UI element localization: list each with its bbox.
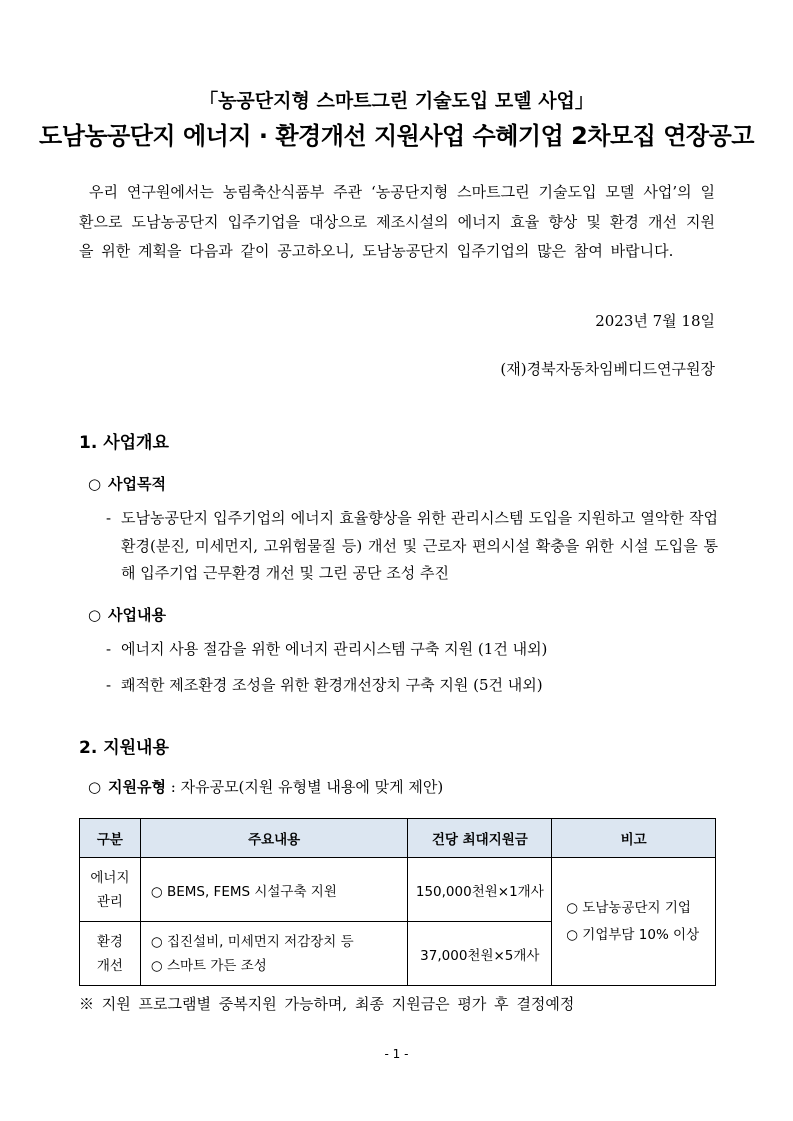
purpose-subheading: [88, 473, 166, 494]
support-table: [79, 818, 716, 986]
issuing-organization: (재)경북자동차임베디드연구원장: [500, 360, 715, 378]
row-content: [140, 922, 408, 986]
page-number: - 1 -: [384, 1047, 409, 1061]
support-type-text: 자유공모(지원 유형별 내용에 맞게 제안): [180, 778, 444, 796]
table-row: [80, 858, 716, 922]
content-line: ○ BEMS, FEMS 시설구축 지원: [150, 883, 337, 900]
category-line: 환경: [96, 933, 123, 950]
row-category: [80, 858, 141, 922]
purpose-text: 도남농공단지 입주기업의 에너지 효율향상을 위한 관리시스템 도입을 지원하고 열악한 작업환경(분진, 미세먼지, 고위험물질 등) 개선 및 근로자 편의시설 확충을 위한 시설 도입을 통해 입주기업 근무환경 개선 및 그린 공단 조성 추진: [121, 509, 718, 582]
content-line: ○ 스마트 가든 조성: [150, 957, 267, 974]
intro-text: 우리 연구원에서는 농림축산식품부 주관 ‘농공단지형 스마트그린 기술도입 모델 사업’의 일환으로 도남농공단지 입주기업을 대상으로 제조시설의 에너지 효율 향상 및 환경 개선 지원을 위한 계획을 다음과 같이 공고하오니, 도남농공단지 입주기업의 많은 참여 바랍니다.: [79, 183, 715, 260]
header-max-amount: 건당 최대지원금: [408, 819, 552, 858]
content-item-2: [106, 672, 718, 700]
row-category: [80, 922, 141, 986]
content-label: 사업내용: [108, 606, 166, 624]
document-title: 도남농공단지 에너지 · 환경개선 지원사업 수혜기업 2차모집 연장공고: [39, 122, 754, 150]
footnote: ※ 지원 프로그램별 중복지원 가능하며, 최종 지원금은 평가 후 결정예정: [79, 995, 575, 1013]
announcement-date: 2023년 7월 18일: [595, 312, 715, 330]
bullet-circle-icon: ○: [88, 606, 102, 624]
content-line: ○ 집진설비, 미세먼지 저감장치 등: [150, 933, 354, 950]
header-content: 주요내용: [140, 819, 408, 858]
content-item-1: [106, 636, 718, 664]
content-item-text: 에너지 사용 절감을 위한 에너지 관리시스템 구축 지원 (1건 내외): [121, 640, 548, 658]
section-1-heading: 1. 사업개요: [79, 433, 169, 453]
row-content: [140, 858, 408, 922]
row-amount: 150,000천원×1개사: [408, 858, 552, 922]
support-type-line: [88, 776, 443, 797]
support-type-label: 지원유형: [108, 778, 166, 796]
content-subheading: [88, 604, 166, 625]
remarks-line: ○ 도남농공단지 기업: [566, 899, 691, 916]
content-item-text: 쾌적한 제조환경 조성을 위한 환경개선장치 구축 지원 (5건 내외): [121, 676, 543, 694]
purpose-label: 사업목적: [108, 475, 166, 493]
intro-paragraph: [79, 178, 715, 267]
dash-marker: -: [106, 676, 112, 694]
remarks-line: ○ 기업부담 10% 이상: [566, 926, 700, 943]
category-line: 개선: [96, 957, 123, 974]
header-category: 구분: [80, 819, 141, 858]
purpose-item: [106, 505, 718, 588]
table-header-row: [80, 819, 716, 858]
dash-marker: -: [106, 509, 112, 527]
support-type-separator: :: [170, 778, 176, 796]
dash-marker: -: [106, 640, 112, 658]
category-line: 관리: [96, 893, 123, 910]
header-remarks: 비고: [552, 819, 716, 858]
remarks-cell: [552, 858, 716, 986]
bullet-circle-icon: ○: [88, 475, 102, 493]
title-line-1: 「농공단지형 스마트그린 기술도입 모델 사업」: [199, 90, 594, 112]
category-line: 에너지: [90, 869, 130, 886]
section-2-heading: 2. 지원내용: [79, 738, 169, 758]
bullet-circle-icon: ○: [88, 778, 102, 796]
row-amount: 37,000천원×5개사: [408, 922, 552, 986]
